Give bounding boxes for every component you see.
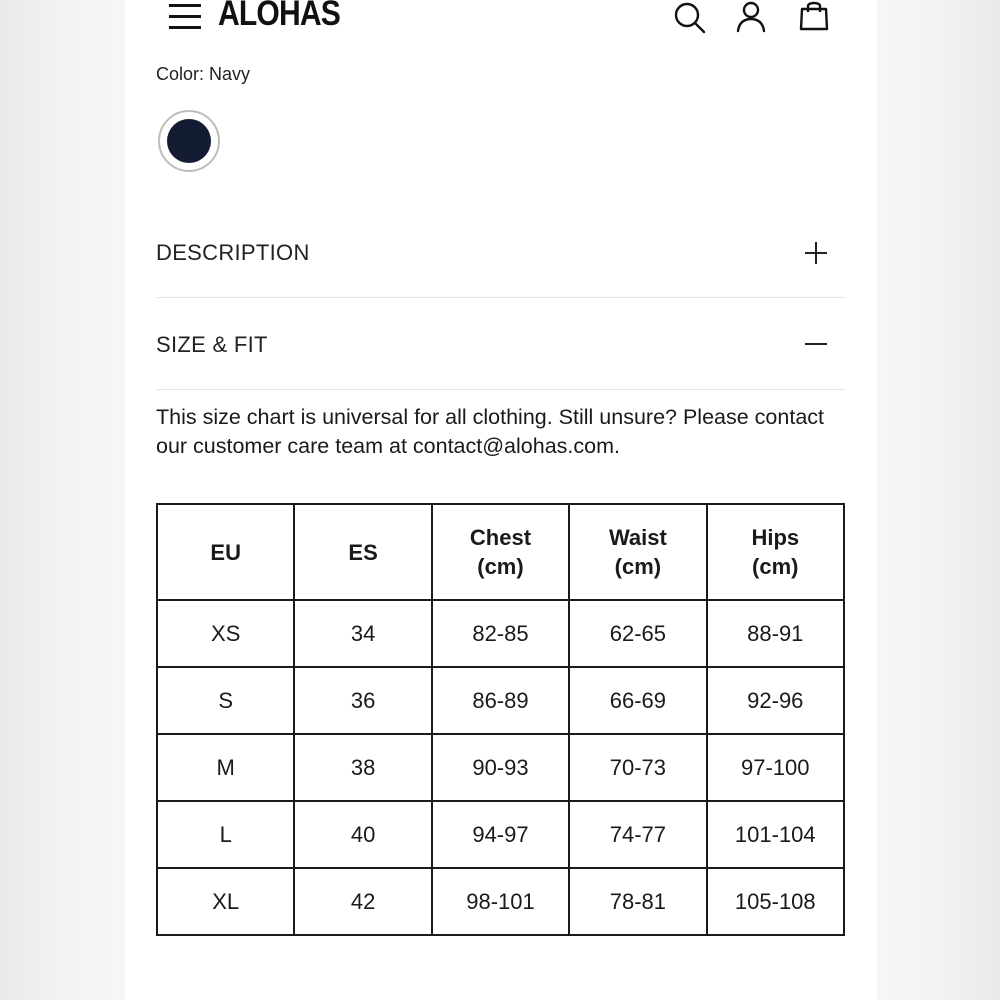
table-cell: 70-73 — [569, 734, 706, 801]
table-cell: 38 — [294, 734, 431, 801]
table-cell: 86-89 — [432, 667, 569, 734]
table-cell: S — [157, 667, 294, 734]
table-cell: XL — [157, 868, 294, 935]
header-text: ES — [348, 539, 378, 565]
table-cell: 92-96 — [707, 667, 844, 734]
table-cell: 36 — [294, 667, 431, 734]
swatch-fill — [167, 119, 211, 163]
table-cell: 74-77 — [569, 801, 706, 868]
header-hips — [707, 504, 844, 600]
shopping-bag-icon[interactable] — [797, 0, 831, 34]
header-unit: (cm) — [752, 554, 799, 579]
header-eu — [157, 504, 294, 600]
minus-icon[interactable] — [803, 332, 829, 358]
table-header-row — [157, 504, 844, 600]
table-cell: 97-100 — [707, 734, 844, 801]
header-chest — [432, 504, 569, 600]
table-cell: M — [157, 734, 294, 801]
table-cell: 94-97 — [432, 801, 569, 868]
color-swatch-navy[interactable] — [158, 110, 220, 172]
site-header — [125, 0, 877, 40]
table-row — [157, 600, 844, 667]
menu-icon[interactable] — [169, 2, 201, 32]
header-text: EU — [210, 539, 241, 565]
table-cell: 105-108 — [707, 868, 844, 935]
table-cell: 40 — [294, 801, 431, 868]
table-cell: 98-101 — [432, 868, 569, 935]
accordion-title: SIZE & FIT — [156, 332, 268, 357]
table-row — [157, 667, 844, 734]
search-icon[interactable] — [673, 0, 707, 34]
table-row — [157, 868, 844, 935]
table-cell: XS — [157, 600, 294, 667]
accordion-description[interactable] — [156, 206, 845, 298]
table-cell: 78-81 — [569, 868, 706, 935]
header-text: Waist — [608, 525, 667, 550]
table-row — [157, 801, 844, 868]
color-label: Color: Navy — [156, 64, 251, 84]
header-text: Chest — [469, 525, 532, 550]
table-cell: 101-104 — [707, 801, 844, 868]
table-cell: 90-93 — [432, 734, 569, 801]
table-row — [157, 734, 844, 801]
account-icon[interactable] — [734, 0, 768, 34]
header-text: Hips — [751, 525, 800, 550]
header-waist — [569, 504, 706, 600]
accordion-title: DESCRIPTION — [156, 240, 310, 265]
table-cell: 88-91 — [707, 600, 844, 667]
table-cell: 42 — [294, 868, 431, 935]
size-chart-note: This size chart is universal for all clothing. Still unsure? Please contact our customer care team at contact@alohas.com. — [156, 405, 825, 458]
table-cell: 66-69 — [569, 667, 706, 734]
accordion-size-fit[interactable] — [156, 298, 845, 390]
table-cell: L — [157, 801, 294, 868]
table-cell: 82-85 — [432, 600, 569, 667]
header-es — [294, 504, 431, 600]
product-page — [125, 0, 877, 1000]
brand-logo[interactable]: ALOHAS — [218, 0, 340, 33]
table-cell: 34 — [294, 600, 431, 667]
header-unit: (cm) — [614, 554, 662, 579]
table-cell: 62-65 — [569, 600, 706, 667]
header-unit: (cm) — [477, 554, 524, 579]
plus-icon[interactable] — [803, 240, 829, 266]
size-chart-table — [156, 503, 845, 936]
